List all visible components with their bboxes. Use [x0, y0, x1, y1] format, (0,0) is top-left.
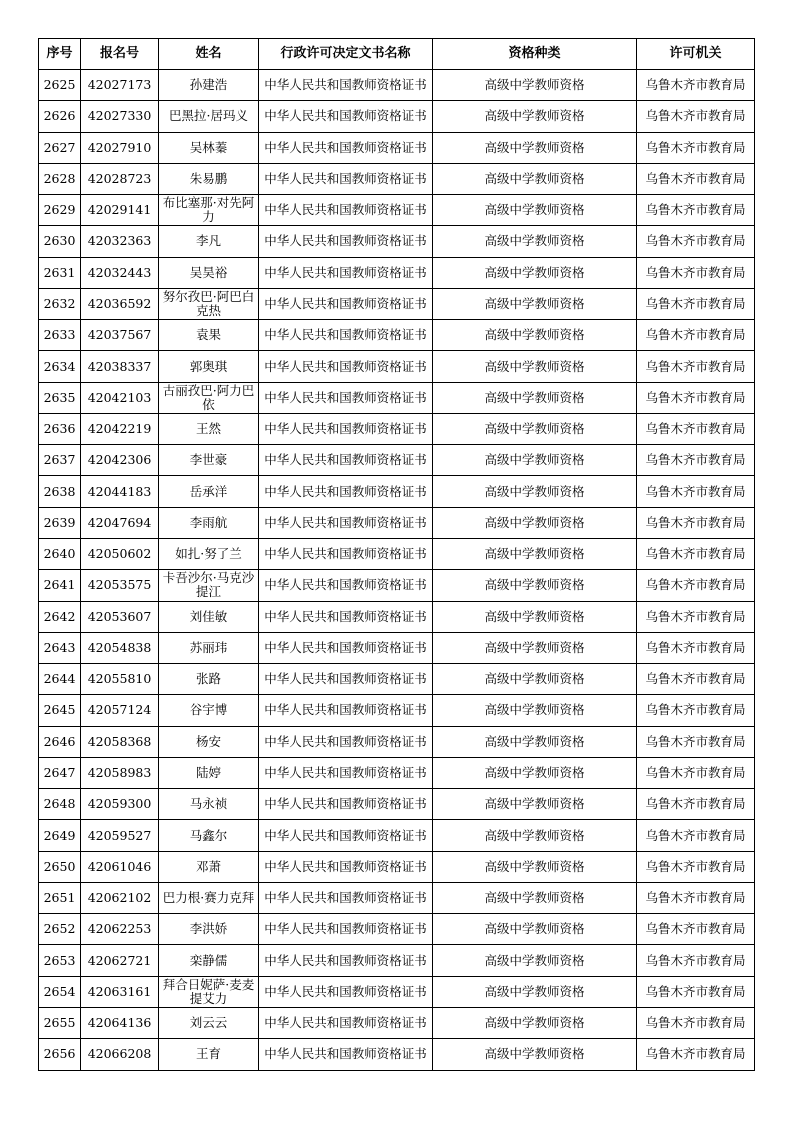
cell-name: 王然 — [159, 413, 259, 444]
cell-seq: 2636 — [39, 413, 81, 444]
cell-document-name: 中华人民共和国教师资格证书 — [259, 70, 433, 101]
cell-seq: 2626 — [39, 101, 81, 132]
cell-document-name: 中华人民共和国教师资格证书 — [259, 226, 433, 257]
cell-document-name: 中华人民共和国教师资格证书 — [259, 413, 433, 444]
cell-licensing-authority: 乌鲁木齐市教育局 — [637, 507, 755, 538]
cell-seq: 2634 — [39, 351, 81, 382]
cell-document-name: 中华人民共和国教师资格证书 — [259, 507, 433, 538]
cell-document-name: 中华人民共和国教师资格证书 — [259, 601, 433, 632]
cell-seq: 2644 — [39, 664, 81, 695]
table-row — [39, 632, 755, 663]
cell-document-name: 中华人民共和国教师资格证书 — [259, 476, 433, 507]
cell-registration-number: 42061046 — [81, 851, 159, 882]
cell-seq: 2649 — [39, 820, 81, 851]
cell-registration-number: 42059300 — [81, 789, 159, 820]
cell-document-name: 中华人民共和国教师资格证书 — [259, 101, 433, 132]
header-licensing-authority: 许可机关 — [637, 39, 755, 70]
cell-registration-number: 42054838 — [81, 632, 159, 663]
cell-seq: 2650 — [39, 851, 81, 882]
cell-name: 李雨航 — [159, 507, 259, 538]
cell-licensing-authority: 乌鲁木齐市教育局 — [637, 914, 755, 945]
cell-name: 张路 — [159, 664, 259, 695]
cell-qualification-type: 高级中学教师资格 — [433, 851, 637, 882]
cell-document-name: 中华人民共和国教师资格证书 — [259, 382, 433, 413]
cell-document-name: 中华人民共和国教师资格证书 — [259, 257, 433, 288]
cell-licensing-authority: 乌鲁木齐市教育局 — [637, 195, 755, 226]
cell-document-name: 中华人民共和国教师资格证书 — [259, 570, 433, 601]
cell-name: 朱易鹏 — [159, 163, 259, 194]
cell-qualification-type: 高级中学教师资格 — [433, 163, 637, 194]
cell-registration-number: 42032363 — [81, 226, 159, 257]
table-row — [39, 507, 755, 538]
table-row — [39, 320, 755, 351]
cell-qualification-type: 高级中学教师资格 — [433, 632, 637, 663]
cell-name: 巴黑拉·居玛义 — [159, 101, 259, 132]
cell-licensing-authority: 乌鲁木齐市教育局 — [637, 820, 755, 851]
table-header — [39, 39, 755, 70]
cell-licensing-authority: 乌鲁木齐市教育局 — [637, 101, 755, 132]
table-row — [39, 851, 755, 882]
cell-document-name: 中华人民共和国教师资格证书 — [259, 695, 433, 726]
table-row — [39, 476, 755, 507]
table-row — [39, 413, 755, 444]
cell-name: 郭奥琪 — [159, 351, 259, 382]
cell-registration-number: 42050602 — [81, 538, 159, 569]
cell-name: 吴昊裕 — [159, 257, 259, 288]
cell-document-name: 中华人民共和国教师资格证书 — [259, 320, 433, 351]
cell-document-name: 中华人民共和国教师资格证书 — [259, 351, 433, 382]
cell-registration-number: 42062253 — [81, 914, 159, 945]
cell-seq: 2647 — [39, 757, 81, 788]
cell-qualification-type: 高级中学教师资格 — [433, 320, 637, 351]
cell-name: 栾静儒 — [159, 945, 259, 976]
cell-licensing-authority: 乌鲁木齐市教育局 — [637, 664, 755, 695]
cell-licensing-authority: 乌鲁木齐市教育局 — [637, 413, 755, 444]
cell-registration-number: 42047694 — [81, 507, 159, 538]
cell-qualification-type: 高级中学教师资格 — [433, 70, 637, 101]
cell-document-name: 中华人民共和国教师资格证书 — [259, 851, 433, 882]
cell-registration-number: 42042103 — [81, 382, 159, 413]
cell-name: 马永祯 — [159, 789, 259, 820]
cell-name: 袁果 — [159, 320, 259, 351]
table-row — [39, 976, 755, 1007]
cell-qualification-type: 高级中学教师资格 — [433, 914, 637, 945]
cell-name: 巴力根·赛力克拜 — [159, 882, 259, 913]
cell-registration-number: 42029141 — [81, 195, 159, 226]
cell-seq: 2639 — [39, 507, 81, 538]
cell-licensing-authority: 乌鲁木齐市教育局 — [637, 382, 755, 413]
cell-document-name: 中华人民共和国教师资格证书 — [259, 820, 433, 851]
cell-qualification-type: 高级中学教师资格 — [433, 445, 637, 476]
cell-licensing-authority: 乌鲁木齐市教育局 — [637, 695, 755, 726]
cell-qualification-type: 高级中学教师资格 — [433, 226, 637, 257]
cell-seq: 2656 — [39, 1039, 81, 1070]
cell-registration-number: 42055810 — [81, 664, 159, 695]
table-row — [39, 351, 755, 382]
cell-seq: 2652 — [39, 914, 81, 945]
cell-qualification-type: 高级中学教师资格 — [433, 538, 637, 569]
cell-qualification-type: 高级中学教师资格 — [433, 757, 637, 788]
cell-seq: 2651 — [39, 882, 81, 913]
table-row — [39, 226, 755, 257]
cell-document-name: 中华人民共和国教师资格证书 — [259, 1039, 433, 1070]
cell-qualification-type: 高级中学教师资格 — [433, 820, 637, 851]
cell-seq: 2638 — [39, 476, 81, 507]
cell-seq: 2640 — [39, 538, 81, 569]
cell-name: 苏丽玮 — [159, 632, 259, 663]
cell-name: 布比塞那·对先阿力 — [159, 195, 259, 226]
table-row — [39, 382, 755, 413]
cell-name: 谷宇博 — [159, 695, 259, 726]
cell-qualification-type: 高级中学教师资格 — [433, 789, 637, 820]
cell-name: 李洪娇 — [159, 914, 259, 945]
cell-licensing-authority: 乌鲁木齐市教育局 — [637, 976, 755, 1007]
cell-registration-number: 42053607 — [81, 601, 159, 632]
table-row — [39, 445, 755, 476]
cell-qualification-type: 高级中学教师资格 — [433, 726, 637, 757]
table-body — [39, 70, 755, 1071]
cell-document-name: 中华人民共和国教师资格证书 — [259, 914, 433, 945]
cell-document-name: 中华人民共和国教师资格证书 — [259, 1007, 433, 1038]
cell-registration-number: 42059527 — [81, 820, 159, 851]
cell-name: 陆婷 — [159, 757, 259, 788]
cell-qualification-type: 高级中学教师资格 — [433, 413, 637, 444]
cell-registration-number: 42058368 — [81, 726, 159, 757]
cell-licensing-authority: 乌鲁木齐市教育局 — [637, 445, 755, 476]
table-row — [39, 195, 755, 226]
cell-document-name: 中华人民共和国教师资格证书 — [259, 632, 433, 663]
cell-seq: 2635 — [39, 382, 81, 413]
cell-licensing-authority: 乌鲁木齐市教育局 — [637, 632, 755, 663]
cell-name: 杨安 — [159, 726, 259, 757]
cell-registration-number: 42027173 — [81, 70, 159, 101]
header-row — [39, 39, 755, 70]
cell-name: 刘云云 — [159, 1007, 259, 1038]
cell-seq: 2632 — [39, 288, 81, 319]
cell-name: 拜合日妮萨·麦麦提艾力 — [159, 976, 259, 1007]
table-row — [39, 789, 755, 820]
cell-registration-number: 42027330 — [81, 101, 159, 132]
cell-registration-number: 42028723 — [81, 163, 159, 194]
cell-registration-number: 42042306 — [81, 445, 159, 476]
table-row — [39, 945, 755, 976]
cell-qualification-type: 高级中学教师资格 — [433, 570, 637, 601]
cell-document-name: 中华人民共和国教师资格证书 — [259, 757, 433, 788]
cell-qualification-type: 高级中学教师资格 — [433, 101, 637, 132]
cell-name: 王育 — [159, 1039, 259, 1070]
cell-licensing-authority: 乌鲁木齐市教育局 — [637, 945, 755, 976]
cell-licensing-authority: 乌鲁木齐市教育局 — [637, 538, 755, 569]
cell-qualification-type: 高级中学教师资格 — [433, 195, 637, 226]
cell-licensing-authority: 乌鲁木齐市教育局 — [637, 163, 755, 194]
table-row — [39, 757, 755, 788]
cell-licensing-authority: 乌鲁木齐市教育局 — [637, 257, 755, 288]
cell-name: 如扎·努了兰 — [159, 538, 259, 569]
cell-licensing-authority: 乌鲁木齐市教育局 — [637, 132, 755, 163]
cell-seq: 2654 — [39, 976, 81, 1007]
cell-document-name: 中华人民共和国教师资格证书 — [259, 288, 433, 319]
cell-qualification-type: 高级中学教师资格 — [433, 1007, 637, 1038]
cell-registration-number: 42057124 — [81, 695, 159, 726]
table-row — [39, 914, 755, 945]
cell-seq: 2643 — [39, 632, 81, 663]
cell-licensing-authority: 乌鲁木齐市教育局 — [637, 288, 755, 319]
cell-registration-number: 42032443 — [81, 257, 159, 288]
table-row — [39, 1039, 755, 1070]
cell-qualification-type: 高级中学教师资格 — [433, 476, 637, 507]
cell-document-name: 中华人民共和国教师资格证书 — [259, 163, 433, 194]
table-row — [39, 132, 755, 163]
cell-licensing-authority: 乌鲁木齐市教育局 — [637, 476, 755, 507]
cell-licensing-authority: 乌鲁木齐市教育局 — [637, 601, 755, 632]
cell-qualification-type: 高级中学教师资格 — [433, 351, 637, 382]
table-row — [39, 538, 755, 569]
cell-registration-number: 42064136 — [81, 1007, 159, 1038]
cell-licensing-authority: 乌鲁木齐市教育局 — [637, 226, 755, 257]
cell-registration-number: 42044183 — [81, 476, 159, 507]
cell-registration-number: 42066208 — [81, 1039, 159, 1070]
cell-licensing-authority: 乌鲁木齐市教育局 — [637, 570, 755, 601]
cell-registration-number: 42058983 — [81, 757, 159, 788]
cell-registration-number: 42063161 — [81, 976, 159, 1007]
cell-qualification-type: 高级中学教师资格 — [433, 507, 637, 538]
table-row — [39, 726, 755, 757]
cell-seq: 2641 — [39, 570, 81, 601]
header-registration-number: 报名号 — [81, 39, 159, 70]
table-row — [39, 101, 755, 132]
cell-seq: 2631 — [39, 257, 81, 288]
cell-document-name: 中华人民共和国教师资格证书 — [259, 195, 433, 226]
cell-qualification-type: 高级中学教师资格 — [433, 257, 637, 288]
cell-qualification-type: 高级中学教师资格 — [433, 132, 637, 163]
cell-registration-number: 42038337 — [81, 351, 159, 382]
document-page — [38, 38, 754, 1071]
cell-licensing-authority: 乌鲁木齐市教育局 — [637, 851, 755, 882]
cell-seq: 2630 — [39, 226, 81, 257]
cell-document-name: 中华人民共和国教师资格证书 — [259, 132, 433, 163]
cell-registration-number: 42062102 — [81, 882, 159, 913]
table-row — [39, 163, 755, 194]
cell-document-name: 中华人民共和国教师资格证书 — [259, 882, 433, 913]
cell-seq: 2637 — [39, 445, 81, 476]
cell-name: 努尔孜巴·阿巴白克热 — [159, 288, 259, 319]
cell-seq: 2627 — [39, 132, 81, 163]
header-name: 姓名 — [159, 39, 259, 70]
cell-name: 孙建浩 — [159, 70, 259, 101]
cell-document-name: 中华人民共和国教师资格证书 — [259, 945, 433, 976]
cell-seq: 2655 — [39, 1007, 81, 1038]
cell-seq: 2625 — [39, 70, 81, 101]
cell-qualification-type: 高级中学教师资格 — [433, 882, 637, 913]
table-row — [39, 695, 755, 726]
cell-document-name: 中华人民共和国教师资格证书 — [259, 726, 433, 757]
cell-qualification-type: 高级中学教师资格 — [433, 976, 637, 1007]
cell-name: 刘佳敏 — [159, 601, 259, 632]
teacher-certificate-table — [38, 38, 755, 1071]
cell-licensing-authority: 乌鲁木齐市教育局 — [637, 351, 755, 382]
cell-document-name: 中华人民共和国教师资格证书 — [259, 538, 433, 569]
cell-document-name: 中华人民共和国教师资格证书 — [259, 789, 433, 820]
cell-licensing-authority: 乌鲁木齐市教育局 — [637, 757, 755, 788]
cell-qualification-type: 高级中学教师资格 — [433, 695, 637, 726]
table-row — [39, 257, 755, 288]
header-seq: 序号 — [39, 39, 81, 70]
cell-licensing-authority: 乌鲁木齐市教育局 — [637, 726, 755, 757]
cell-seq: 2642 — [39, 601, 81, 632]
cell-document-name: 中华人民共和国教师资格证书 — [259, 445, 433, 476]
table-row — [39, 820, 755, 851]
table-row — [39, 1007, 755, 1038]
cell-seq: 2629 — [39, 195, 81, 226]
table-row — [39, 570, 755, 601]
cell-seq: 2646 — [39, 726, 81, 757]
cell-name: 古丽孜巴·阿力巴依 — [159, 382, 259, 413]
cell-licensing-authority: 乌鲁木齐市教育局 — [637, 1039, 755, 1070]
cell-licensing-authority: 乌鲁木齐市教育局 — [637, 70, 755, 101]
cell-name: 李世豪 — [159, 445, 259, 476]
cell-seq: 2648 — [39, 789, 81, 820]
cell-name: 邓萧 — [159, 851, 259, 882]
cell-seq: 2628 — [39, 163, 81, 194]
cell-document-name: 中华人民共和国教师资格证书 — [259, 976, 433, 1007]
cell-name: 李凡 — [159, 226, 259, 257]
cell-name: 岳承洋 — [159, 476, 259, 507]
cell-name: 卡吾沙尔·马克沙提江 — [159, 570, 259, 601]
cell-qualification-type: 高级中学教师资格 — [433, 1039, 637, 1070]
cell-registration-number: 42053575 — [81, 570, 159, 601]
table-row — [39, 601, 755, 632]
cell-name: 马鑫尔 — [159, 820, 259, 851]
cell-qualification-type: 高级中学教师资格 — [433, 601, 637, 632]
cell-licensing-authority: 乌鲁木齐市教育局 — [637, 320, 755, 351]
cell-seq: 2633 — [39, 320, 81, 351]
cell-seq: 2645 — [39, 695, 81, 726]
cell-licensing-authority: 乌鲁木齐市教育局 — [637, 1007, 755, 1038]
cell-registration-number: 42042219 — [81, 413, 159, 444]
cell-registration-number: 42037567 — [81, 320, 159, 351]
header-document-name: 行政许可决定文书名称 — [259, 39, 433, 70]
cell-name: 吴林蓁 — [159, 132, 259, 163]
cell-registration-number: 42027910 — [81, 132, 159, 163]
cell-qualification-type: 高级中学教师资格 — [433, 945, 637, 976]
cell-licensing-authority: 乌鲁木齐市教育局 — [637, 789, 755, 820]
table-row — [39, 664, 755, 695]
cell-qualification-type: 高级中学教师资格 — [433, 288, 637, 319]
table-row — [39, 882, 755, 913]
cell-qualification-type: 高级中学教师资格 — [433, 382, 637, 413]
cell-registration-number: 42036592 — [81, 288, 159, 319]
table-row — [39, 288, 755, 319]
cell-qualification-type: 高级中学教师资格 — [433, 664, 637, 695]
cell-licensing-authority: 乌鲁木齐市教育局 — [637, 882, 755, 913]
cell-registration-number: 42062721 — [81, 945, 159, 976]
cell-document-name: 中华人民共和国教师资格证书 — [259, 664, 433, 695]
cell-seq: 2653 — [39, 945, 81, 976]
table-row — [39, 70, 755, 101]
header-qualification-type: 资格种类 — [433, 39, 637, 70]
